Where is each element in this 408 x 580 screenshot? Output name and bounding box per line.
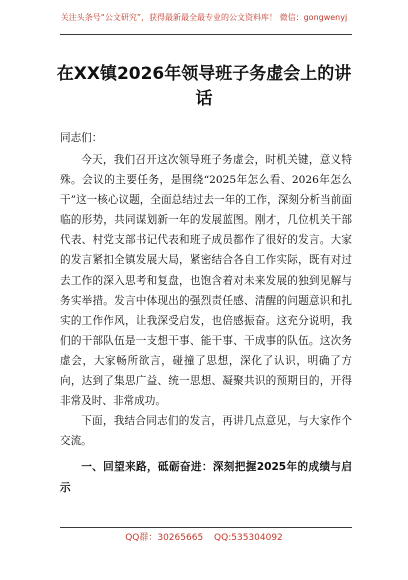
header-note: 关注头条号“公文研究”，获得最新最全最专业的公文资料库！ 微信：gongwenyj — [60, 13, 348, 22]
footer-qq-group: QQ群：30265665 — [125, 533, 204, 543]
body-paragraph-2: 下面，我结合同志们的发言，再讲几点意见，与大家作个交流。 — [60, 415, 352, 448]
footer-note — [0, 532, 408, 544]
document-title: 在XX镇2026年领导班子务虚会上的讲话 — [56, 64, 352, 109]
footer-qq-number: QQ:535304092 — [214, 533, 283, 543]
header-divider — [60, 34, 352, 35]
footer-divider — [60, 527, 352, 528]
salutation: 同志们： — [60, 132, 103, 144]
section-heading: 一、回望来路，砥砺奋进：深刻把握2025年的成绩与启示 — [60, 461, 352, 494]
body-paragraph-1: 今天，我们召开这次领导班子务虚会，时机关键，意义特殊。会议的主要任务，是围绕“2025年怎么看、2026年怎么干”这一核心议题，全面总结过去一年的工作，深刻分析当前面临的形势，共同谋划新一年的发展蓝图。刚才，几位机关干部代表、村党支部书记代表和班子成员都作了很好的发言。大家的发言紧扣全镇发展大局，紧密结合各自工作实际，既有对过去工作的深入思考和复盘，也饱含着对未来发展的独到见解与务实举措。发言中体现出的强烈责任感、清醒的问题意识和扎实的工作作风，让我深受启发，也倍感振奋。这充分说明，我们的干部队伍是一支想干事、能干事、干成事的队伍。这次务虚会，大家畅所欲言，碰撞了思想，深化了认识，明确了方向，达到了集思广益、统一思想、凝聚共识的预期目的，开得非常及时、非常成功。 — [60, 154, 352, 408]
document-body — [60, 150, 352, 498]
